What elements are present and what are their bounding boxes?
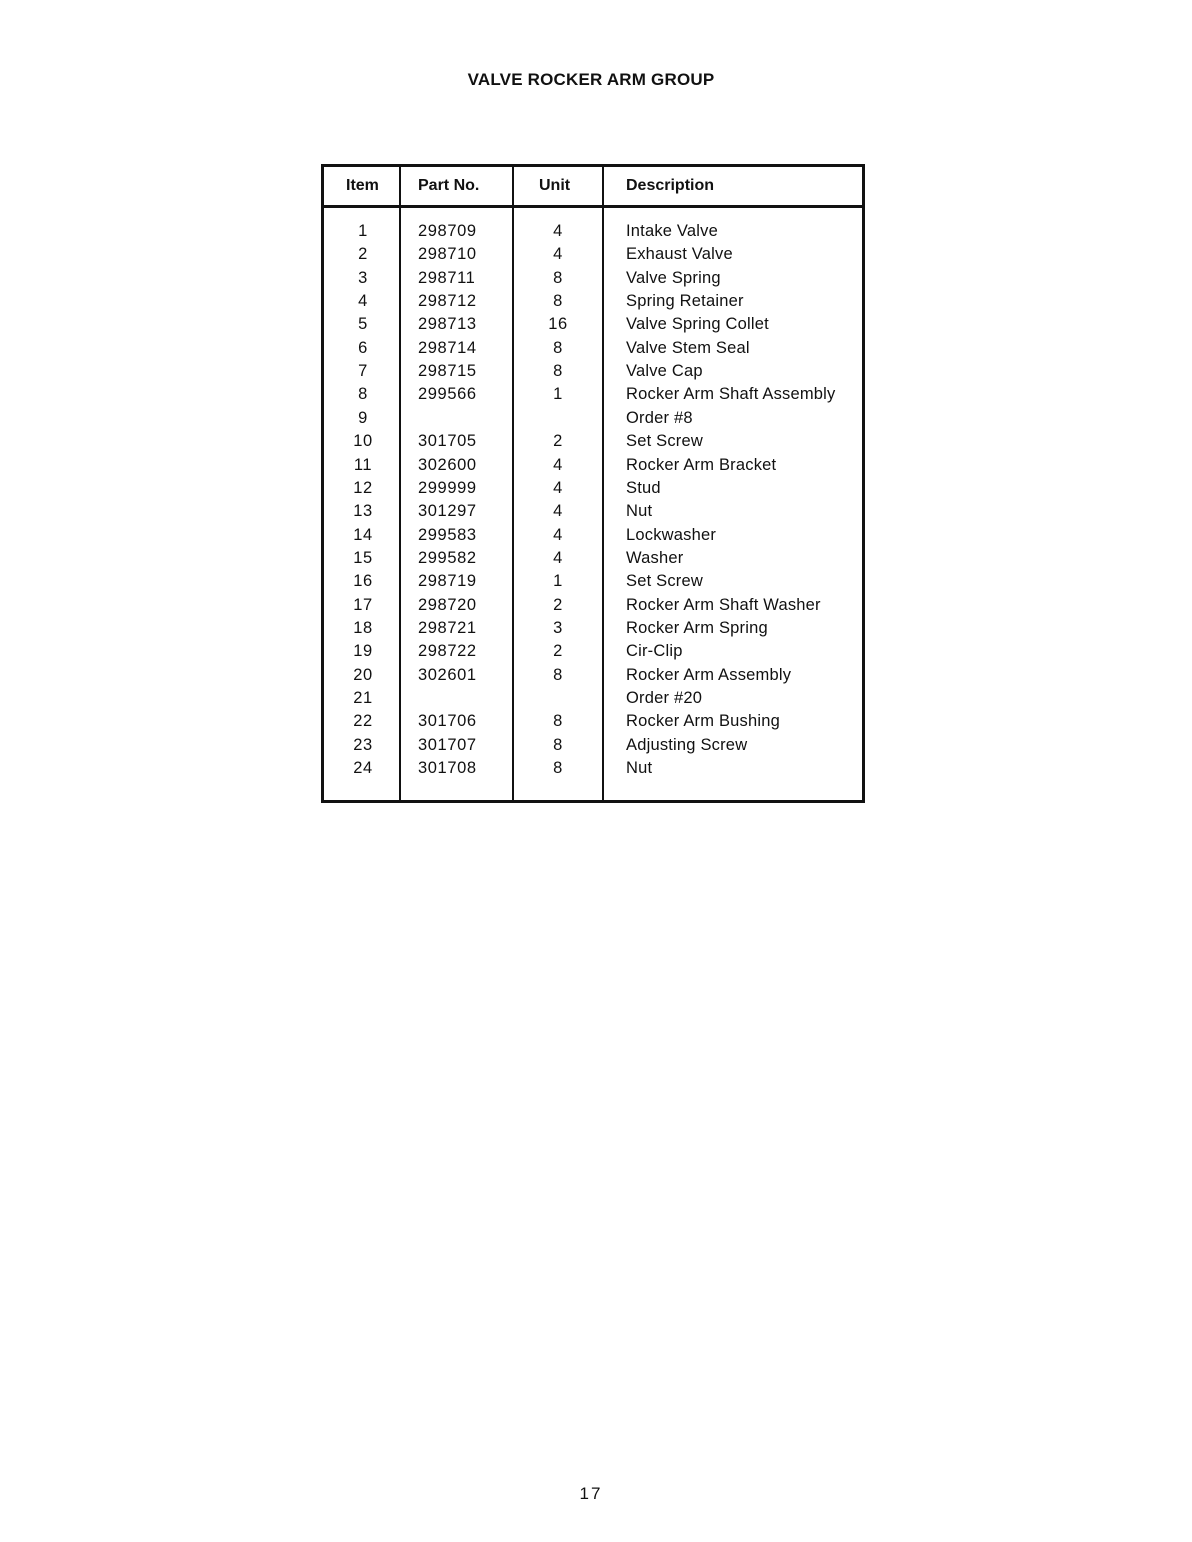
unit-cell: 1: [553, 572, 563, 591]
part-no-cell: 298712: [418, 292, 477, 311]
part-no-cell: 299583: [418, 525, 477, 544]
unit-cell: 8: [553, 759, 563, 778]
part-no-cell: 301297: [418, 502, 477, 521]
parts-table: [321, 164, 865, 803]
table-row: [324, 596, 862, 619]
description-cell: Valve Spring Collet: [626, 315, 769, 334]
table-row: [324, 502, 862, 525]
description-cell: Washer: [626, 548, 684, 567]
part-no-cell: 298721: [418, 618, 477, 637]
description-cell: Nut: [626, 759, 653, 778]
description-cell: Nut: [626, 502, 653, 521]
description-cell: Rocker Arm Spring: [626, 618, 768, 637]
unit-cell: 4: [553, 548, 563, 567]
item-cell: 24: [353, 759, 373, 778]
unit-cell: 8: [553, 338, 563, 357]
part-no-cell: 301707: [418, 735, 477, 754]
table-row: [324, 339, 862, 362]
part-no-cell: 298719: [418, 572, 477, 591]
item-cell: 6: [358, 338, 368, 357]
item-cell: 2: [358, 245, 368, 264]
table-row: [324, 432, 862, 455]
description-cell: Order #8: [626, 408, 693, 427]
table-row: [324, 759, 862, 782]
part-no-cell: 301708: [418, 759, 477, 778]
part-no-cell: 298714: [418, 338, 477, 357]
header-item: Item: [346, 177, 379, 194]
description-cell: Valve Cap: [626, 362, 703, 381]
part-no-cell: 298720: [418, 595, 477, 614]
table-row: [324, 362, 862, 385]
item-cell: 3: [358, 268, 368, 287]
header-description: Description: [626, 177, 715, 194]
description-cell: Intake Valve: [626, 222, 718, 240]
unit-cell: 2: [553, 432, 563, 451]
table-row: [324, 712, 862, 735]
unit-cell: 4: [553, 525, 563, 544]
item-cell: 16: [353, 572, 373, 591]
unit-cell: 4: [553, 502, 563, 521]
header-part-no: Part No.: [418, 177, 480, 194]
unit-cell: 8: [553, 665, 563, 684]
table-row: [324, 479, 862, 502]
item-cell: 21: [353, 689, 373, 707]
unit-cell: 8: [553, 735, 563, 754]
part-no-cell: 298715: [418, 362, 477, 381]
item-cell: 5: [358, 315, 368, 334]
table-row: [324, 642, 862, 665]
part-no-cell: 298722: [418, 642, 477, 661]
part-no-cell: 298709: [418, 222, 477, 240]
part-no-cell: 299566: [418, 385, 477, 404]
table-row: [324, 572, 862, 595]
part-no-cell: 299582: [418, 548, 477, 567]
part-no-cell: 301706: [418, 712, 477, 731]
part-no-cell: 302601: [418, 665, 477, 684]
item-cell: 22: [353, 712, 373, 731]
item-cell: 9: [358, 408, 368, 427]
table-row: [324, 456, 862, 479]
table-row: [324, 292, 862, 315]
description-cell: Spring Retainer: [626, 292, 744, 311]
unit-cell: 3: [553, 618, 563, 637]
part-no-cell: 301705: [418, 432, 477, 451]
table-row: [324, 269, 862, 292]
description-cell: Exhaust Valve: [626, 245, 733, 264]
item-cell: 11: [353, 455, 373, 474]
item-cell: 8: [358, 385, 368, 404]
item-cell: 17: [353, 595, 373, 614]
description-cell: Rocker Arm Assembly: [626, 665, 792, 684]
item-cell: 4: [358, 292, 368, 311]
description-cell: Rocker Arm Bushing: [626, 712, 780, 731]
unit-cell: 4: [553, 478, 563, 497]
table-row: [324, 222, 862, 245]
table-row: [324, 526, 862, 549]
description-cell: Rocker Arm Bracket: [626, 455, 777, 474]
description-cell: Valve Spring: [626, 268, 721, 287]
part-no-cell: 302600: [418, 455, 477, 474]
page-title: VALVE ROCKER ARM GROUP: [467, 70, 715, 89]
header-unit: Unit: [539, 177, 571, 194]
unit-cell: 4: [553, 245, 563, 264]
table-row: [324, 666, 862, 689]
item-cell: 1: [358, 222, 368, 240]
item-cell: 7: [358, 362, 368, 381]
item-cell: 20: [353, 665, 373, 684]
unit-cell: 8: [553, 268, 563, 287]
unit-cell: 8: [553, 712, 563, 731]
unit-cell: 2: [553, 642, 563, 661]
description-cell: Set Screw: [626, 432, 703, 451]
unit-cell: 4: [553, 455, 563, 474]
table-row: [324, 385, 862, 408]
part-no-cell: 299999: [418, 478, 477, 497]
part-no-cell: 298711: [418, 268, 476, 287]
part-no-cell: 298710: [418, 245, 477, 264]
item-cell: 23: [353, 735, 373, 754]
item-cell: 10: [353, 432, 373, 451]
description-cell: Order #20: [626, 689, 703, 707]
table-row: [324, 315, 862, 338]
description-cell: Lockwasher: [626, 525, 717, 544]
description-cell: Set Screw: [626, 572, 703, 591]
item-cell: 19: [353, 642, 373, 661]
item-cell: 18: [353, 618, 373, 637]
unit-cell: 2: [553, 595, 563, 614]
description-cell: Adjusting Screw: [626, 735, 748, 754]
table-row: [324, 409, 862, 432]
table-row: [324, 245, 862, 268]
table-row: [324, 689, 862, 712]
item-cell: 12: [353, 478, 373, 497]
table-row: [324, 736, 862, 759]
unit-cell: 4: [553, 222, 563, 240]
item-cell: 15: [353, 548, 373, 567]
description-cell: Cir-Clip: [626, 642, 683, 661]
table-header: [324, 167, 862, 208]
unit-cell: 16: [548, 315, 568, 334]
description-cell: Stud: [626, 478, 661, 497]
description-cell: Valve Stem Seal: [626, 338, 750, 357]
item-cell: 14: [353, 525, 373, 544]
page-number: 17: [579, 1484, 603, 1503]
unit-cell: 1: [553, 385, 563, 404]
table-row: [324, 619, 862, 642]
table-row: [324, 549, 862, 572]
description-cell: Rocker Arm Shaft Assembly: [626, 385, 836, 404]
unit-cell: 8: [553, 362, 563, 381]
description-cell: Rocker Arm Shaft Washer: [626, 595, 821, 614]
part-no-cell: 298713: [418, 315, 477, 334]
item-cell: 13: [353, 502, 373, 521]
unit-cell: 8: [553, 292, 563, 311]
